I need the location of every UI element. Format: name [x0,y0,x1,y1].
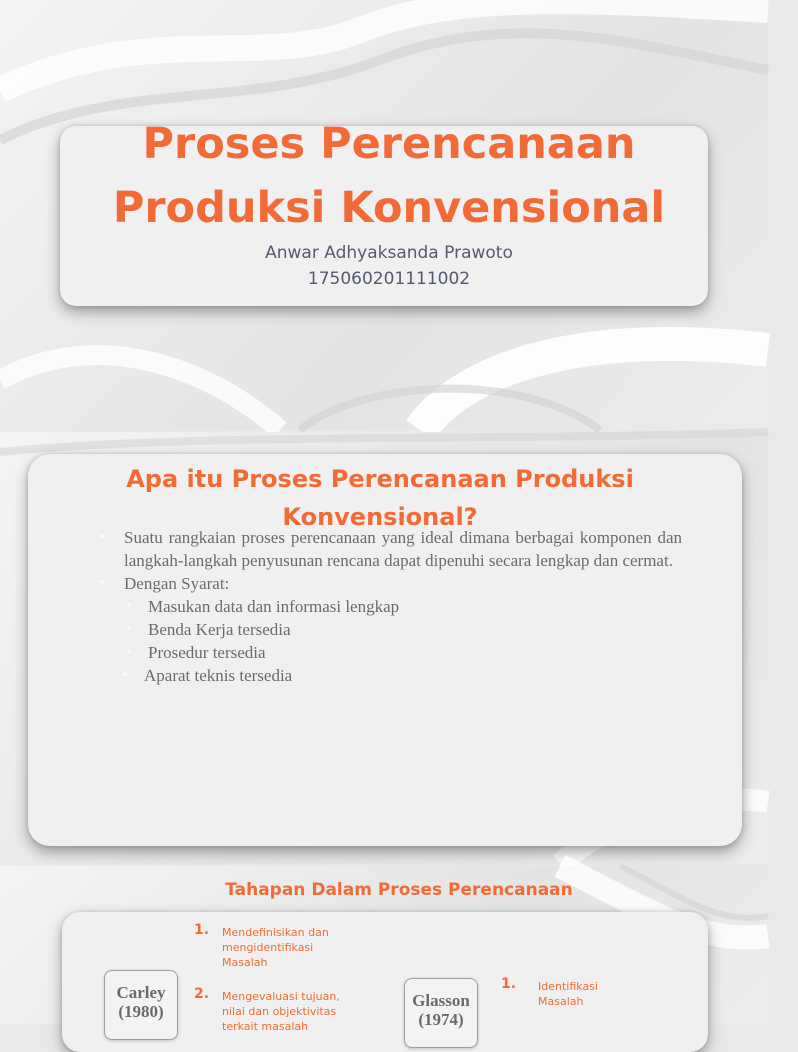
presentation-title [60,112,718,240]
step-text: Mendefinisikan dan mengidentifikasi Masalah [222,926,329,969]
glasson-label [404,978,478,1048]
heading-line-1: Apa itu Proses Perencanaan Produksi [126,465,634,493]
step-number: 1. [501,976,517,992]
author-block [60,240,718,292]
stages-slide [0,866,768,1033]
requirements-intro [124,572,682,595]
carley-label [104,970,178,1040]
list-item-text: Benda Kerja tersedia [148,620,291,639]
title-slide [0,0,768,430]
definition-slide [0,432,768,864]
list-item-text: Masukan data dan informasi lengkap [148,597,400,616]
glasson-name: Glasson [412,991,470,1010]
list-item [148,641,682,664]
step-text: Mengevaluasi tujuan, nilai dan objektivitas terkait masalah [222,990,340,1033]
title-line-1: Proses Perencanaan [142,119,636,169]
bullet-icon [122,671,128,677]
requirements-label: Dengan Syarat: [124,574,230,593]
student-id: 175060201111002 [307,269,471,289]
title-line-2: Produksi Konvensional [112,183,666,233]
author-name: Anwar Adhyaksanda Prawoto [265,243,513,263]
list-item [148,618,682,641]
step-number: 1. [194,922,210,938]
carley-year: (1980) [118,1002,164,1021]
step-text: Identifikasi Masalah [538,980,598,1008]
glasson-year: (1974) [418,1010,464,1029]
bullet-icon [99,579,105,585]
slide-heading [50,460,710,536]
definition-text: Suatu rangkaian proses perencanaan yang ideal dimana berbagai komponen dan langkah-langkah penyusunan rencana dapat dipenuhi secara lengkap dan cermat. [124,528,682,570]
bullet-icon [99,533,105,539]
stages-heading: Tahapan Dalam Proses Perencanaan [225,880,573,900]
bullet-icon [126,648,132,654]
list-item [148,595,682,618]
bullet-icon [126,625,132,631]
list-item [144,664,682,687]
list-item-text: Aparat teknis tersedia [144,666,293,685]
carley-name: Carley [116,983,166,1002]
heading-line-2: Konvensional? [282,503,478,531]
definition-paragraph [124,526,682,572]
body-text [96,526,682,687]
list-item-text: Prosedur tersedia [148,643,266,662]
bullet-icon [126,602,132,608]
step-number: 2. [194,986,210,1002]
